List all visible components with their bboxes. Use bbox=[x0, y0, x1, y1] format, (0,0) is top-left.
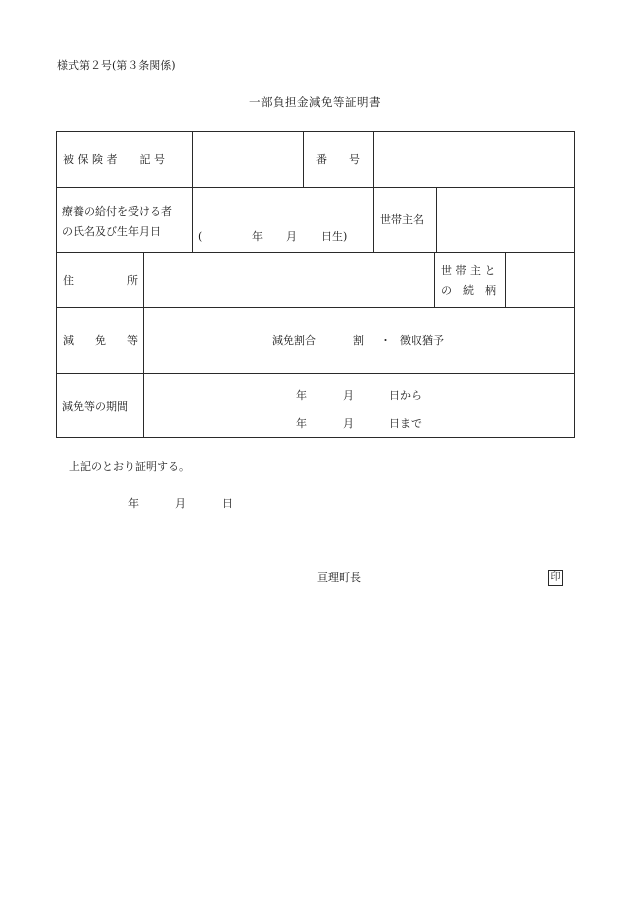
birth-month: 月 bbox=[286, 230, 297, 243]
table-rule bbox=[303, 131, 304, 187]
number-label: 番 号 bbox=[316, 153, 360, 166]
table-rule bbox=[436, 187, 437, 252]
address-label-1: 住 bbox=[63, 274, 74, 287]
period-from-month: 月 bbox=[343, 389, 354, 402]
recipient-label-line2: の氏名及び生年月日 bbox=[62, 225, 161, 238]
reduction-ratio-label: 減免割合 bbox=[272, 334, 316, 347]
table-rule bbox=[56, 187, 574, 188]
table-border-top bbox=[56, 131, 574, 132]
householder-label: 世帯主名 bbox=[380, 213, 424, 226]
table-rule bbox=[505, 252, 506, 307]
certification-statement: 上記のとおり証明する。 bbox=[69, 460, 190, 473]
collection-deferral-label: 徴収猶予 bbox=[400, 334, 444, 347]
reduction-label-3: 等 bbox=[127, 334, 138, 347]
document-title: 一部負担金減免等証明書 bbox=[249, 95, 381, 109]
recipient-label-line1: 療養の給付を受ける者 bbox=[62, 205, 172, 218]
certification-day: 日 bbox=[222, 497, 233, 510]
period-from-day: 日から bbox=[389, 389, 422, 402]
period-to-year: 年 bbox=[296, 417, 307, 430]
reduction-separator: ・ bbox=[380, 334, 391, 347]
table-rule bbox=[56, 373, 574, 374]
relationship-label-line1: 世 帯 主 と bbox=[441, 264, 496, 277]
table-rule bbox=[434, 252, 435, 307]
period-from-year: 年 bbox=[296, 389, 307, 402]
table-rule bbox=[373, 131, 374, 252]
mayor-title: 亘理町長 bbox=[317, 571, 361, 584]
address-label-2: 所 bbox=[127, 274, 138, 287]
table-rule bbox=[56, 307, 574, 308]
reduction-label-1: 減 bbox=[63, 334, 74, 347]
certification-year: 年 bbox=[128, 497, 139, 510]
insured-number-label: 被 保 険 者 記 号 bbox=[63, 153, 165, 166]
table-rule bbox=[192, 131, 193, 252]
table-rule bbox=[143, 252, 144, 438]
relationship-label-line2: の 続 柄 bbox=[441, 284, 496, 297]
table-border-left bbox=[56, 131, 57, 438]
seal-stamp: 印 bbox=[548, 570, 563, 586]
birth-day: 日生) bbox=[321, 230, 348, 243]
table-border-right bbox=[574, 131, 575, 438]
reduction-ratio-unit: 割 bbox=[353, 334, 364, 347]
period-label: 減免等の期間 bbox=[62, 400, 128, 413]
table-border-bottom bbox=[56, 437, 574, 438]
period-to-month: 月 bbox=[343, 417, 354, 430]
period-to-day: 日まで bbox=[389, 417, 422, 430]
table-rule bbox=[56, 252, 574, 253]
reduction-label-2: 免 bbox=[95, 334, 106, 347]
form-number: 様式第２号(第３条関係) bbox=[57, 59, 176, 72]
certification-month: 月 bbox=[175, 497, 186, 510]
birth-year: 年 bbox=[252, 230, 263, 243]
birth-paren-open: ( bbox=[198, 230, 203, 243]
